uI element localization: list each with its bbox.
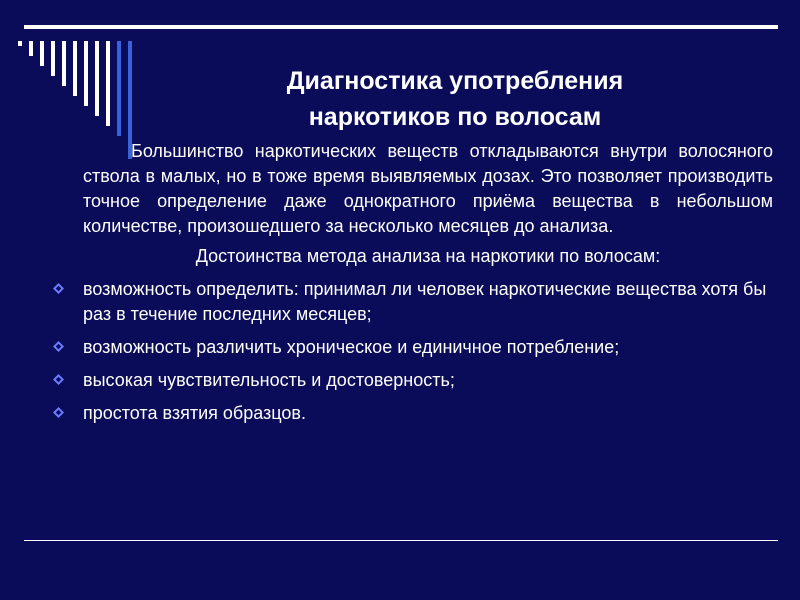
decor-bar (95, 41, 99, 116)
top-rule (24, 25, 778, 29)
decor-bar (106, 41, 110, 126)
title-line: наркотиков по волосам (308, 103, 602, 131)
decor-bar (84, 41, 88, 106)
list-item-text: высокая чувствительность и достоверность; (83, 370, 455, 390)
decor-bar (73, 41, 77, 96)
decor-bar (29, 41, 33, 56)
advantages-heading: Достоинства метода анализа на наркотики по волосам: (195, 246, 661, 266)
list-item (83, 401, 773, 426)
slide-title (210, 63, 700, 135)
title-line: Диагностика употребления (286, 67, 624, 95)
list-item-text: возможность определить: принимал ли человек наркотические вещества хотя бы раз в течение последних месяцев; (83, 279, 767, 324)
list-item (83, 335, 773, 360)
advantages-list (83, 277, 773, 426)
bottom-rule (24, 540, 778, 541)
decor-bar (51, 41, 55, 76)
intro-paragraph: Большинство наркотических веществ откладываются внутри волосяного ствола в малых, но в тоже время выявляемых дозах. Это позволяет производить точное определение даже однократного приёма вещества в небольшом количестве, произошедшего за несколько месяцев до анализа. (83, 141, 773, 236)
list-item (83, 277, 773, 327)
list-item (83, 368, 773, 393)
diamond-bullet-icon (53, 407, 64, 418)
decor-bar (117, 41, 121, 136)
slide-body (83, 139, 773, 434)
decor-bar (40, 41, 44, 66)
diamond-bullet-icon (53, 283, 64, 294)
diamond-bullet-icon (53, 341, 64, 352)
decor-bar (18, 41, 22, 46)
list-item-text: возможность различить хроническое и единичное потребление; (83, 337, 620, 357)
decor-bar (62, 41, 66, 86)
list-item-text: простота взятия образцов. (83, 403, 306, 423)
diamond-bullet-icon (53, 374, 64, 385)
